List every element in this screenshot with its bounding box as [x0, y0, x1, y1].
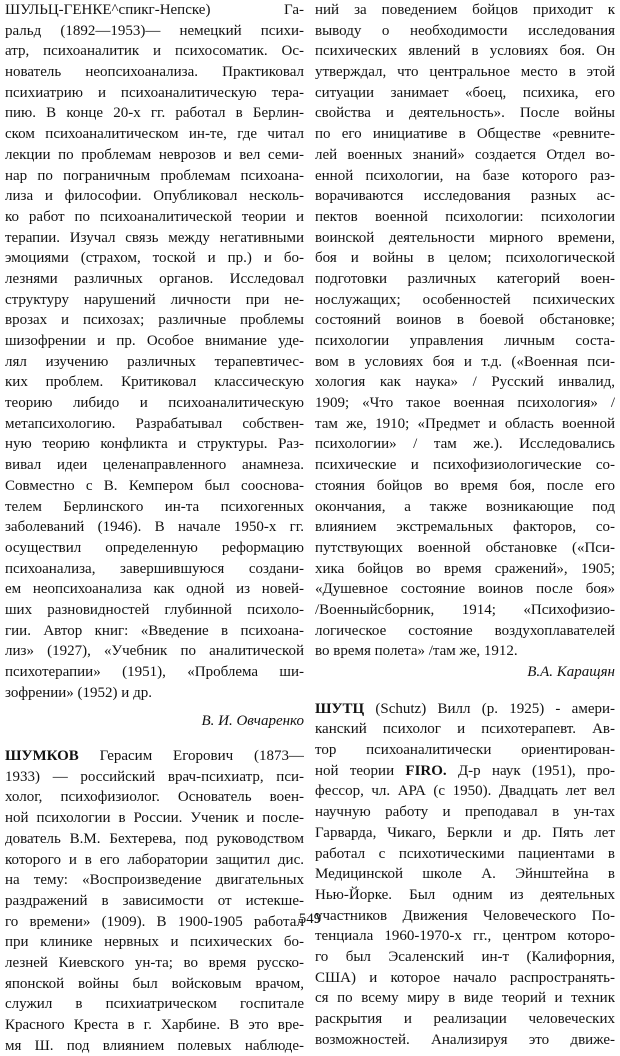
entry-line: подготовки различных категорий воен-	[315, 270, 615, 287]
entry-line: психические и психофизиологические со-	[315, 457, 615, 474]
entry-line: логическое состояние воздухоплавателей	[315, 622, 615, 639]
entry-line: ких проблем. Критиковал классическую	[5, 374, 304, 391]
entry-line: служил в психиатрическом госпитале	[5, 996, 304, 1013]
entry-line: холог, психофизиолог. Основатель воен-	[5, 789, 304, 806]
entry-line: пектов военной психологии: психологии	[315, 208, 615, 225]
entry-line: воинской деятельности мирного времени,	[315, 229, 615, 246]
entry-line: возможностей. Анализируя это движе-	[315, 1031, 615, 1048]
entry-line: ний за поведением бойцов приходит к	[315, 2, 615, 18]
entry-line: атр, психоаналитик и психосоматик. Ос-	[5, 43, 304, 60]
entry-line: тор психоаналитически ориентирован-	[315, 742, 615, 759]
entry-line: Гарварда, Чикаго, Беркли и др. Пять лет	[315, 824, 615, 841]
entry-shumkov	[5, 746, 304, 1056]
entry-line: Красного Креста в г. Харбине. В это вре-	[5, 1017, 304, 1033]
entry-line: лей военных знаний» создается Отдел во-	[315, 146, 615, 163]
entry-line: раздражений в зависимости от истекше-	[5, 892, 304, 909]
entry-line: лезнями различных органов. Исследовал	[5, 270, 304, 287]
entry-line: дователь В.М. Бехтерева, под руководством	[5, 830, 304, 847]
entry-line: на тему: «Воспроизведение двигательных	[5, 872, 304, 889]
entry-line: енной психологии, на базе которого раз-	[315, 167, 615, 184]
entry-line: лял изучению различных терапевтичес-	[5, 353, 304, 370]
page-number: 549	[298, 911, 322, 927]
entry-line: ших разновидностей глубинной психоло-	[5, 601, 304, 618]
shumkov-first-line	[5, 746, 304, 767]
entry-line: Герасим Егорович (1873—	[78, 748, 304, 765]
entry-line: влиянием экстремальных факторов, со-	[315, 519, 615, 536]
firo-term: FIRO.	[405, 762, 447, 779]
entry-line: психологии управления личным соста-	[315, 333, 615, 349]
entry-line: ную теорию конфликта и структуры. Раз-	[5, 436, 304, 453]
entry-line: /Военныйсборник, 1914; «Психофизио-	[315, 601, 615, 618]
entry-line: ной психологии в России. Ученик и после-	[5, 810, 304, 827]
entry-line: ситуации занимает «боец, психика, его	[315, 84, 615, 101]
entry-line: «Душевное состояние воинов после боя»	[315, 581, 615, 598]
entry-line: психоанализа, завершившуюся создани-	[5, 560, 304, 577]
entry-line: состояний воинов в боевой обстановке;	[315, 312, 615, 329]
entry-line: нослужащих; особенностей психических	[315, 291, 615, 308]
entry-line: теорию либидо и психоаналитическую	[5, 395, 304, 412]
entry-line: структуру нарушений личности при не-	[5, 291, 304, 308]
entry-line: ском психоаналитическом ин-те, где читал	[5, 126, 304, 143]
entry-line: лиза и философии. Опубликовал несколь-	[5, 188, 304, 205]
entry-line: 1933) — российский врач-психиатр, пси-	[5, 768, 304, 785]
entry-line: Д-р наук (1951), про-	[446, 762, 615, 779]
entry-line: эмоциями (страхом, тоской и пр.) и бо-	[5, 250, 304, 267]
entry-line: психологии» / там же.). Исследовались	[315, 436, 615, 453]
entry-line: путствующих военной обстановке («Пси-	[315, 539, 615, 556]
entry-line: ворачиваются исследования разных ас-	[315, 188, 615, 205]
entry-line: свойства и деятельность». После войны	[315, 105, 615, 122]
entry-author-ovcharenko: В. И. Овчаренко	[201, 713, 304, 730]
entry-line: нователь неопсихоанализа. Практиковал	[5, 64, 304, 81]
entry-line: утверждал, что центральное место в этой	[315, 64, 615, 81]
entry-line: фессор, чл. АРА (с 1950). Двадцать лет вел	[315, 783, 615, 800]
entry-line: вом в условиях боя и т.д. («Военная пси-	[315, 353, 615, 370]
entry-line: ко работ по психоаналитической теории и	[5, 208, 304, 225]
entry-line: 1909; «Что такое военная психология» /	[315, 395, 615, 412]
entry-line: тенциала 1960-1970-х гг., центром которо-	[315, 928, 615, 945]
entry-line: психических явлений в условиях боя. Он	[315, 43, 615, 60]
entry-line: (Schutz) Вилл (р. 1925) - амери-	[364, 700, 615, 717]
entry-schutz	[315, 699, 615, 1051]
entry-line: терапии. Изучал связь между негативными	[5, 229, 304, 246]
entry-line: Нью-Йорке. Был одним из деятельных	[315, 886, 615, 903]
entry-line: ем неопсихоанализа как одной из новей-	[5, 581, 304, 598]
entry-line: Медицинской школе А. Эйнштейна в	[315, 866, 615, 883]
entry-line: США) и которое начало распространять-	[315, 969, 615, 986]
entry-line: лекции по проблемам неврозов и вел семи-	[5, 146, 304, 163]
entry-line: лезней Киевского ун-та; во время русско-	[5, 954, 304, 971]
right-column	[315, 0, 615, 1050]
entry-line: пию. В конце 20-х гг. работал в Берлин-	[5, 105, 304, 122]
entry-line: японской войны был войсковым врачом,	[5, 975, 304, 992]
schutz-firo-line	[315, 761, 615, 782]
entry-line: психиатрию и психоаналитическую тера-	[5, 84, 304, 101]
entry-line: заболеваний (1946). В начале 1950-х гг.	[5, 519, 304, 536]
entry-line: боя и войны в целом; психологической	[315, 250, 615, 267]
entry-author-karashchyan: В.А. Каращян	[527, 664, 615, 680]
entry-line: раскрытия и реализации человеческих	[315, 1011, 615, 1027]
entry-line: врозах и психозах; различные проблемы	[5, 312, 304, 329]
entry-line: мя Ш. под влиянием полевых наблюде-	[5, 1037, 304, 1054]
entry-line: вивал идеи целенаправленного анамнеза.	[5, 457, 304, 474]
entry-line: которого и в его лаборатории защитил дис.	[5, 851, 304, 868]
entry-line: ся по всему миру в виде теорий и техник	[315, 990, 615, 1007]
entry-line: метапсихологию. Разрабатывал собствен-	[5, 415, 304, 432]
entry-headword: ШУТЦ	[315, 700, 365, 717]
entry-line: выводу о необходимости исследования	[315, 22, 615, 39]
entry-line: лиз» (1927), «Учебник по аналитической	[5, 643, 304, 660]
entry-line: канский психолог и психотерапевт. Ав-	[315, 721, 615, 738]
entry-line: во время полета» /там же, 1912.	[315, 643, 518, 660]
entry-headword: ШУМКОВ	[5, 748, 79, 765]
entry-line: хика бойцов во время сражений», 1905;	[315, 560, 615, 577]
entry-line: работал с психотическими пациентами в	[315, 845, 615, 862]
entry-line: шизофрении и пр. Особое внимание уде-	[5, 333, 304, 349]
entry-line: го времени» (1909). В 1900-1905 работал	[5, 913, 304, 930]
entry-line: осуществил определенную реформацию	[5, 539, 304, 556]
entry-line: психотерапии» (1951), «Проблема ши-	[5, 664, 304, 680]
entry-line: участников Движения Человеческого По-	[315, 907, 615, 924]
entry-line: ной теории	[315, 762, 395, 779]
entry-line: зофрении» (1952) и др.	[5, 684, 152, 701]
entry-line: нар по пограничным проблемам психоана-	[5, 167, 304, 184]
entry-line: хология как наука» / Русский инвалид,	[315, 374, 615, 391]
entry-line: окончания, а также возникающие под	[315, 498, 615, 515]
left-column	[5, 0, 304, 1056]
entry-line: научную работу и преподавал в ун-тах	[315, 804, 615, 821]
entry-line: гии. Автор книг: «Введение в психоана-	[5, 622, 304, 639]
entry-line: го был Эсаленский ин-т (Калифорния,	[315, 948, 615, 965]
entry-line: телем Берлинского ин-та психогенных	[5, 498, 304, 515]
entry-line: ШУЛЬЦ-ГЕНКЕ^спикг-Непске) Га-	[5, 2, 304, 18]
entry-line: при клинике нервных и психических бо-	[5, 934, 304, 951]
schutz-first-line	[315, 699, 615, 720]
entry-line: там же, 1910; «Предмет и область военной	[315, 415, 615, 432]
entry-line: ральд (1892—1953)— немецкий психи-	[5, 22, 304, 39]
entry-line: стояния бойцов во время боя, после его	[315, 477, 615, 494]
entry-shumkov-continued	[315, 0, 615, 662]
entry-schultz-hencke	[5, 0, 304, 703]
entry-line: Совместно с В. Кемпером был соосновa-	[5, 477, 304, 494]
entry-line: по его инициативе в Обществе «ревните-	[315, 126, 615, 143]
